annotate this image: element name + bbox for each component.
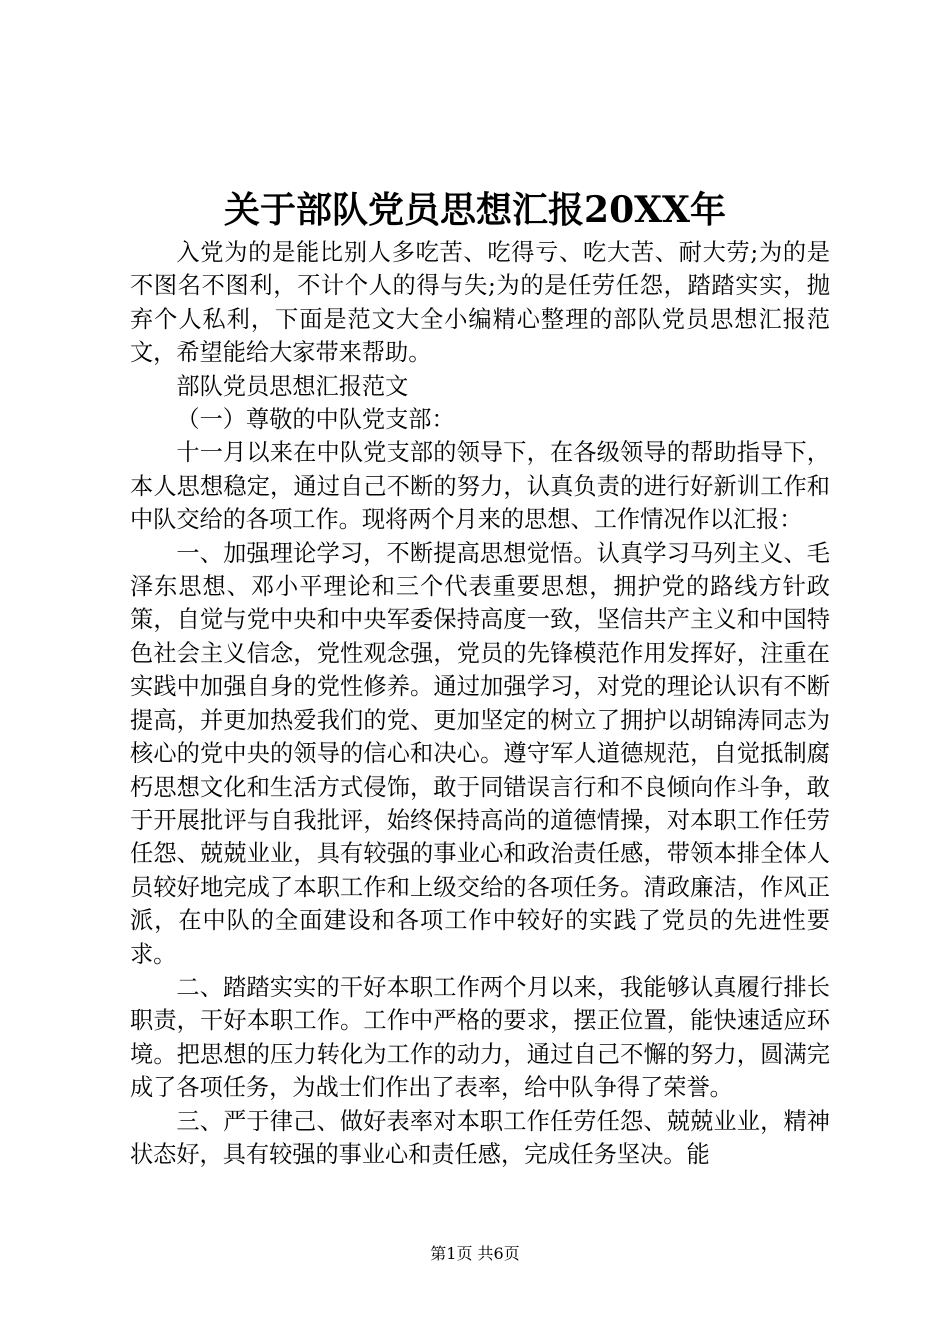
page-number-footer: 第1页 共6页 [430,1244,520,1263]
paragraph-point-1: 一、加强理论学习，不断提高思想觉悟。认真学习马列主义、毛泽东思想、邓小平理论和三个代表重要思想，拥护党的路线方针政策，自觉与党中央和中央军委保持高度一致，坚信共产主义和中国特色社会主义信念，党性观念强，党员的先锋模范作用发挥好，注重在实践中加强自身的党性修养。通过加强学习，对党的理论认识有不断提高，并更加热爱我们的党、更加坚定的树立了拥护以胡锦涛同志为核心的党中央的领导的信心和决心。遵守军人道德规范，自觉抵制腐朽思想文化和生活方式侵饰，敢于同错误言行和不良倾向作斗争，敢于开展批评与自我批评，始终保持高尚的道德情操，对本职工作任劳任怨、兢兢业业，具有较强的事业心和政治责任感，带领本排全体人员较好地完成了本职工作和上级交给的各项任务。清政廉洁，作风正派，在中队的全面建设和各项工作中较好的实践了党员的先进性要求。 [130,539,830,968]
document-title: 关于部队党员思想汇报20XX年 [224,189,726,231]
document-body [130,236,830,1171]
paragraph-salutation: （一）尊敬的中队党支部： [176,406,455,434]
paragraph-section-heading: 部队党员思想汇报范文 [176,372,409,400]
paragraph-opening: 十一月以来在中队党支部的领导下，在各级领导的帮助指导下，本人思想稳定，通过自己不断的努力，认真负责的进行好新训工作和中队交给的各项工作。现将两个月来的思想、工作情况作以汇报： [130,439,830,534]
paragraph-point-2: 二、踏踏实实的干好本职工作两个月以来，我能够认真履行排长职责，干好本职工作。工作中严格的要求，摆正位置，能快速适应环境。把思想的压力转化为工作的动力，通过自己不懈的努力，圆满完成了各项任务，为战士们作出了表率，给中队争得了荣誉。 [130,973,830,1102]
paragraph-point-3: 三、严于律己、做好表率对本职工作任劳任怨、兢兢业业，精神状态好，具有较强的事业心和责任感，完成任务坚决。能 [130,1107,830,1168]
paragraph-intro: 入党为的是能比别人多吃苦、吃得亏、吃大苦、耐大劳;为的是不图名不图利，不计个人的得与失;为的是任劳任怨，踏踏实实，抛弃个人私利，下面是范文大全小编精心整理的部队党员思想汇报范文，希望能给大家带来帮助。 [130,239,830,367]
